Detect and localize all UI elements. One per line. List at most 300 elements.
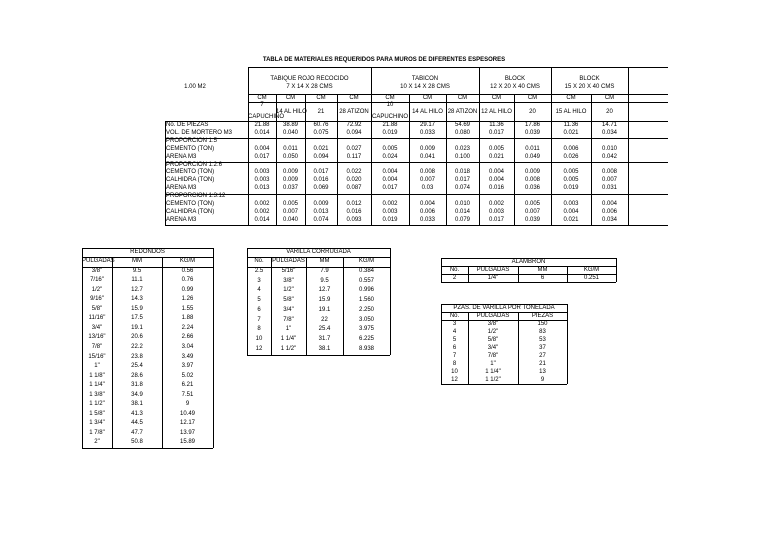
table-cell: 0.050 [282, 153, 298, 160]
table-cell: 150 [537, 321, 548, 328]
grid-line [468, 312, 469, 384]
table-cell: 0.003 [382, 208, 398, 215]
table-cell: 5 [257, 297, 261, 303]
table-cell: 0.99 [181, 286, 194, 293]
row-label: VOL. DE MORTERO M3 [166, 129, 232, 136]
table-cell: 0.013 [254, 185, 270, 192]
subheader: 15 AL HILO [555, 109, 587, 115]
column-header: PULGADAS [272, 258, 305, 264]
document-title: TABLA DE MATERIALES REQUERIDOS PARA MUROS DE DIFERENTES ESPESORES [262, 57, 506, 63]
grid-line [441, 304, 567, 305]
grid-line [165, 162, 668, 163]
table-cell: 1/2" [487, 329, 499, 336]
table-cell: 3.050 [358, 316, 374, 323]
row-label: PROPORCION 1:5 [166, 137, 218, 144]
table-cell: 21.88 [382, 122, 398, 128]
table-cell: 0.031 [601, 185, 617, 192]
table-cell: 0.005 [488, 145, 504, 152]
column-header: KG/M [179, 258, 196, 264]
table-cell: 0.027 [346, 145, 362, 152]
table-cell: 1 1/8" [89, 372, 105, 379]
grid-line [441, 304, 442, 384]
table-cell: 0.039 [524, 216, 540, 223]
table-cell: 0.009 [313, 201, 329, 207]
table-cell: 3/8" [91, 267, 103, 274]
table-cell: 1 1/2" [485, 377, 501, 384]
table-cell: 0.008 [601, 169, 617, 176]
table-cell: 3/4" [91, 324, 103, 331]
grid-line [441, 258, 442, 282]
table-cell: 15.89 [179, 439, 195, 446]
table-cell: 34.9 [131, 391, 143, 398]
table-cell: 0.011 [525, 145, 540, 152]
table-cell: 0.019 [563, 185, 579, 192]
grid-line [247, 267, 390, 268]
table-cell: 1 3/4" [89, 420, 105, 427]
table-cell: 0.018 [454, 169, 470, 176]
grid-line [514, 94, 515, 225]
table-cell: 2.24 [181, 324, 194, 331]
table-cell: 13 [539, 369, 546, 376]
grid-line [567, 266, 568, 282]
table-cell: 0.007 [419, 177, 435, 184]
table-cell: 11/16" [88, 315, 106, 322]
grid-line [518, 312, 519, 384]
table-cell: 10.49 [179, 410, 195, 417]
table-cell: 13.97 [179, 429, 195, 436]
grid-line [591, 94, 592, 225]
table-cell: 38.1 [318, 345, 331, 352]
area-label: 1.00 M2 [184, 84, 206, 90]
table-cell: 1" [94, 363, 100, 370]
table-cell: 7/16" [90, 277, 104, 284]
column-header: PULGADAS [476, 267, 510, 273]
table-cell: 0.040 [282, 129, 298, 136]
grid-line [248, 67, 249, 225]
table-cell: 7.9 [320, 267, 329, 274]
table-cell: 0.007 [282, 208, 298, 215]
table-cell: 4 [452, 329, 457, 336]
grid-line [271, 257, 272, 355]
table-cell: 11.36 [563, 122, 579, 128]
grid-line [165, 194, 668, 195]
table-cell: 9.5 [132, 267, 142, 274]
table-cell: 10 [255, 336, 263, 342]
table-cell: 15.9 [131, 305, 143, 312]
table-cell: 1/2" [283, 287, 294, 294]
grid-line [82, 267, 213, 268]
table-cell: 1/4" [487, 275, 499, 282]
table-cell: 1.55 [181, 305, 194, 312]
grid-line [441, 312, 567, 313]
table-cell: 1.88 [181, 315, 194, 322]
table-cell: 0.007 [601, 177, 617, 184]
row-label: CALHIDRA (TON) [166, 208, 215, 215]
table-cell: 0.016 [313, 177, 329, 184]
table-cell: 0.087 [346, 185, 362, 192]
subheader: 28 ATIZON [339, 109, 369, 115]
table-cell: 5.02 [181, 372, 194, 379]
table-cell: 0.049 [524, 153, 540, 160]
table-cell: 20.6 [131, 334, 143, 341]
table-cell: 5 [452, 337, 457, 344]
row-label: ARENA M3 [166, 153, 197, 160]
table-cell: 0.006 [601, 208, 617, 215]
table-cell: 12 [451, 377, 458, 384]
subheader-bottom: CAPUCHINO [248, 114, 285, 120]
table-title: ALAMBRON [511, 259, 546, 265]
table-cell: 7/8" [91, 343, 103, 350]
table-cell: 5/8" [283, 297, 294, 303]
grid-line [82, 248, 213, 249]
row-label: No. DE PIEZAS [166, 122, 209, 128]
table-cell: 47.7 [131, 429, 143, 436]
table-cell: 9/16" [90, 296, 104, 303]
table-cell: 53 [539, 337, 546, 344]
table-cell: 0.079 [454, 216, 470, 223]
table-cell: 0.024 [382, 153, 398, 160]
table-cell: 0.003 [254, 177, 270, 184]
table-cell: 0.251 [583, 275, 599, 282]
grid-line [213, 248, 214, 448]
table-cell: 83 [539, 329, 546, 336]
table-cell: 7 [257, 316, 261, 323]
table-cell: 0.005 [382, 145, 398, 152]
table-cell: 1 1/4" [280, 336, 297, 342]
table-title: VARILLA CORRUGADA [286, 249, 351, 255]
grid-line [112, 257, 113, 448]
table-cell: 3.975 [358, 326, 374, 333]
table-cell: 14.71 [601, 122, 617, 128]
grid-line [165, 138, 668, 139]
table-cell: 31.7 [318, 336, 331, 342]
table-cell: 38.1 [131, 401, 143, 408]
grid-line [165, 121, 668, 122]
subheader-bottom: CAPUCHINO [371, 114, 408, 120]
table-cell: 12.7 [131, 286, 143, 293]
grid-line [165, 225, 668, 226]
table-cell: 0.023 [454, 145, 470, 152]
table-cell: 31.8 [131, 382, 143, 389]
grid-line [306, 257, 307, 355]
table-cell: 0.005 [282, 201, 298, 207]
column-header: No. [449, 267, 460, 273]
table-cell: 5/8" [487, 337, 499, 344]
table-cell: 8 [452, 361, 457, 368]
table-cell: 3 [452, 321, 457, 328]
group-name: TABIQUE ROJO RECOCIDO [270, 76, 349, 82]
table-cell: 25.4 [131, 363, 143, 370]
grid-line [468, 266, 469, 282]
table-cell: 11.1 [131, 277, 143, 284]
table-cell: 0.033 [419, 216, 435, 223]
table-cell: 60.76 [313, 122, 329, 128]
table-cell: 6 [540, 275, 545, 282]
table-cell: 0.010 [601, 145, 617, 152]
grid-line [441, 282, 616, 283]
table-cell: 50.8 [131, 439, 143, 446]
table-cell: 0.014 [254, 216, 270, 223]
table-cell: 12 [255, 345, 263, 352]
table-cell: 0.074 [313, 216, 329, 223]
table-cell: 0.117 [346, 153, 362, 160]
table-cell: 0.004 [488, 177, 504, 184]
unit-label: CM [385, 95, 395, 101]
table-cell: 0.002 [254, 208, 270, 215]
table-cell: 6.21 [181, 382, 194, 389]
grid-line [247, 248, 248, 355]
table-cell: 0.019 [382, 129, 398, 136]
table-cell: 0.557 [358, 277, 374, 284]
table-cell: 2" [94, 439, 100, 446]
table-cell: 0.094 [313, 153, 329, 160]
group-name: BLOCK [579, 76, 600, 82]
column-header: MM [537, 267, 548, 273]
grid-line [248, 67, 668, 68]
grid-line [247, 257, 390, 258]
table-cell: 0.007 [524, 208, 540, 215]
table-cell: 0.004 [382, 177, 398, 184]
table-cell: 17.5 [131, 315, 143, 322]
column-header: MM [319, 258, 330, 264]
table-cell: 3/8" [283, 277, 294, 284]
table-cell: 0.005 [524, 201, 540, 207]
table-cell: 1.26 [181, 296, 194, 303]
table-cell: 0.004 [563, 208, 579, 215]
subheader: 20 [606, 109, 613, 115]
table-cell: 0.03 [421, 185, 434, 192]
table-cell: 7 [452, 353, 457, 360]
grid-line [248, 102, 668, 103]
table-cell: 7/8" [487, 353, 499, 360]
grid-line [165, 121, 166, 225]
row-label: ARENA M3 [166, 216, 197, 223]
column-header: KG/M [358, 258, 375, 264]
table-cell: 17.86 [524, 122, 540, 128]
unit-label: CM [527, 95, 538, 101]
table-cell: 21.88 [254, 122, 270, 128]
table-cell: 0.021 [313, 145, 329, 152]
group-name: BLOCK [504, 76, 526, 82]
group-dimensions: 7 X 14 X 28 CMS [286, 84, 333, 90]
subheader: 20 [529, 109, 536, 115]
subheader: 21 [317, 109, 325, 115]
table-cell: 38.89 [282, 122, 298, 128]
grid-line [276, 94, 277, 225]
table-cell: 54.69 [454, 122, 470, 128]
table-title: PZAS. DE VARILLA POR TONELADA [453, 305, 555, 311]
table-cell: 1" [285, 326, 292, 333]
grid-line [371, 67, 372, 225]
table-cell: 0.011 [283, 145, 298, 152]
table-cell: 0.021 [563, 216, 579, 223]
column-header: KG/M [583, 267, 600, 273]
table-cell: 8 [257, 326, 261, 333]
table-cell: 0.004 [254, 145, 270, 152]
group-dimensions: 10 X 14 X 28 CMS [400, 84, 450, 90]
table-cell: 1 1/2" [89, 401, 105, 408]
table-cell: 19.1 [318, 306, 331, 313]
table-cell: 0.017 [254, 153, 270, 160]
unit-label: CM [349, 95, 359, 101]
grid-line [82, 257, 213, 258]
table-cell: 0.074 [454, 185, 470, 192]
table-cell: 11.36 [489, 122, 504, 128]
table-cell: 0.004 [419, 201, 435, 207]
column-header: No. [449, 313, 460, 319]
table-cell: 0.080 [454, 129, 470, 136]
table-cell: 0.009 [524, 169, 540, 176]
unit-label: CM [604, 95, 615, 101]
table-cell: 0.003 [488, 208, 504, 215]
table-cell: 2.5 [254, 267, 264, 274]
row-label: PROPORCION 1:3:12 [166, 193, 226, 200]
table-cell: 41.3 [131, 410, 143, 417]
table-cell: 0.016 [488, 185, 504, 192]
grid-line [446, 94, 447, 225]
row-label: CALHIDRA (TON) [166, 177, 215, 184]
table-cell: 25.4 [318, 326, 331, 333]
group-dimensions: 12 X 20 X 40 CMS [490, 84, 540, 90]
table-cell: 7/8" [283, 316, 294, 323]
table-cell: 0.022 [346, 169, 362, 176]
table-cell: 0.040 [282, 216, 298, 223]
table-cell: 1 5/8" [89, 410, 105, 417]
table-cell: 29.17 [419, 122, 435, 128]
table-cell: 0.384 [358, 267, 374, 274]
table-cell: 44.5 [131, 420, 143, 427]
subheader: 14 AL HILO [276, 109, 307, 115]
table-cell: 0.996 [358, 287, 374, 294]
table-cell: 0.004 [488, 169, 504, 176]
table-cell: 7.51 [181, 391, 194, 398]
table-cell: 0.56 [181, 267, 194, 274]
unit-label: CM [491, 95, 502, 101]
table-cell: 3/4" [283, 306, 294, 313]
table-cell: 0.003 [254, 169, 270, 176]
table-cell: 15/16" [88, 353, 106, 360]
table-cell: 0.100 [454, 153, 470, 160]
table-cell: 12.17 [179, 420, 195, 427]
table-cell: 1 1/4" [485, 369, 501, 376]
table-cell: 9.5 [320, 277, 329, 284]
table-cell: 1 7/8" [89, 429, 105, 436]
unit-label: CM [316, 95, 326, 101]
grid-line [247, 248, 390, 249]
grid-line [567, 304, 568, 384]
grid-line [337, 94, 338, 225]
table-cell: 2.250 [358, 306, 374, 313]
grid-line [628, 67, 629, 225]
table-cell: 19.1 [131, 324, 143, 331]
table-cell: 0.017 [488, 129, 504, 136]
unit-label: CM [422, 95, 433, 101]
table-cell: 0.017 [382, 185, 398, 192]
table-cell: 0.013 [313, 208, 329, 215]
subheader: 14 AL HILO [412, 109, 443, 115]
table-cell: 0.033 [419, 129, 435, 136]
table-cell: 0.021 [563, 129, 579, 136]
table-cell: 0.021 [488, 153, 504, 160]
table-cell: 0.004 [382, 169, 398, 176]
grid-line [343, 257, 344, 355]
table-cell: 0.034 [601, 216, 617, 223]
grid-line [305, 94, 306, 225]
table-cell: 3.97 [181, 363, 194, 370]
table-cell: 28.6 [131, 372, 143, 379]
table-cell: 3.49 [181, 353, 194, 360]
row-label: CEMENTO (TON) [166, 169, 215, 176]
unit-label: CM [566, 95, 576, 101]
subheader-top: 7 [260, 102, 264, 108]
table-cell: 10 [451, 369, 458, 376]
table-cell: 0.034 [601, 129, 617, 136]
table-cell: 72.92 [346, 122, 362, 128]
grid-line [479, 67, 480, 225]
group-name: TABICON [411, 76, 439, 82]
grid-line [247, 355, 390, 356]
table-cell: 0.094 [346, 129, 362, 136]
table-cell: 0.006 [419, 208, 435, 215]
grid-line [551, 67, 552, 225]
table-cell: 0.041 [419, 153, 435, 160]
table-cell: 1 1/2" [280, 345, 297, 352]
table-cell: 0.009 [282, 169, 298, 176]
table-cell: 0.003 [563, 201, 579, 207]
table-cell: 0.075 [313, 129, 329, 136]
column-header: PULGADAS [82, 258, 115, 264]
table-cell: 0.008 [524, 177, 540, 184]
grid-line [518, 266, 519, 282]
column-header: MM [132, 258, 142, 264]
table-cell: 0.005 [563, 177, 579, 184]
row-label: ARENA M3 [166, 185, 197, 192]
unit-label: CM [257, 95, 267, 101]
table-cell: 1/2" [91, 286, 103, 293]
grid-line [82, 248, 83, 448]
row-label: CEMENTO (TON) [166, 201, 215, 207]
table-cell: 0.026 [563, 153, 579, 160]
table-cell: 9 [540, 377, 545, 384]
table-cell: 22 [321, 316, 328, 323]
table-cell: 0.042 [601, 153, 617, 160]
table-cell: 0.036 [524, 185, 540, 192]
column-header: No. [254, 258, 264, 264]
table-cell: 12.7 [318, 287, 331, 294]
table-cell: 1 1/4" [89, 382, 105, 389]
table-cell: 14.3 [131, 296, 143, 303]
grid-line [409, 94, 410, 225]
group-dimensions: 15 X 20 X 40 CMS [564, 84, 615, 90]
table-cell: 3/8" [487, 321, 499, 328]
unit-label: CM [457, 95, 468, 101]
subheader: 12 AL HILO [481, 109, 512, 115]
table-cell: 0.009 [419, 145, 435, 152]
table-cell: 3 [257, 277, 261, 284]
table-cell: 27 [539, 353, 546, 360]
grid-line [441, 320, 567, 321]
table-cell: 1" [490, 361, 496, 368]
table-cell: 5/16" [281, 267, 296, 274]
table-cell: 1.560 [358, 297, 374, 303]
table-cell: 0.004 [601, 201, 617, 207]
table-cell: 9 [185, 401, 190, 408]
table-cell: 4 [257, 287, 261, 294]
table-cell: 3/4" [487, 345, 499, 352]
table-cell: 0.76 [181, 277, 194, 284]
table-cell: 0.017 [488, 216, 504, 223]
subheader: 28 ATIZON [447, 109, 478, 115]
